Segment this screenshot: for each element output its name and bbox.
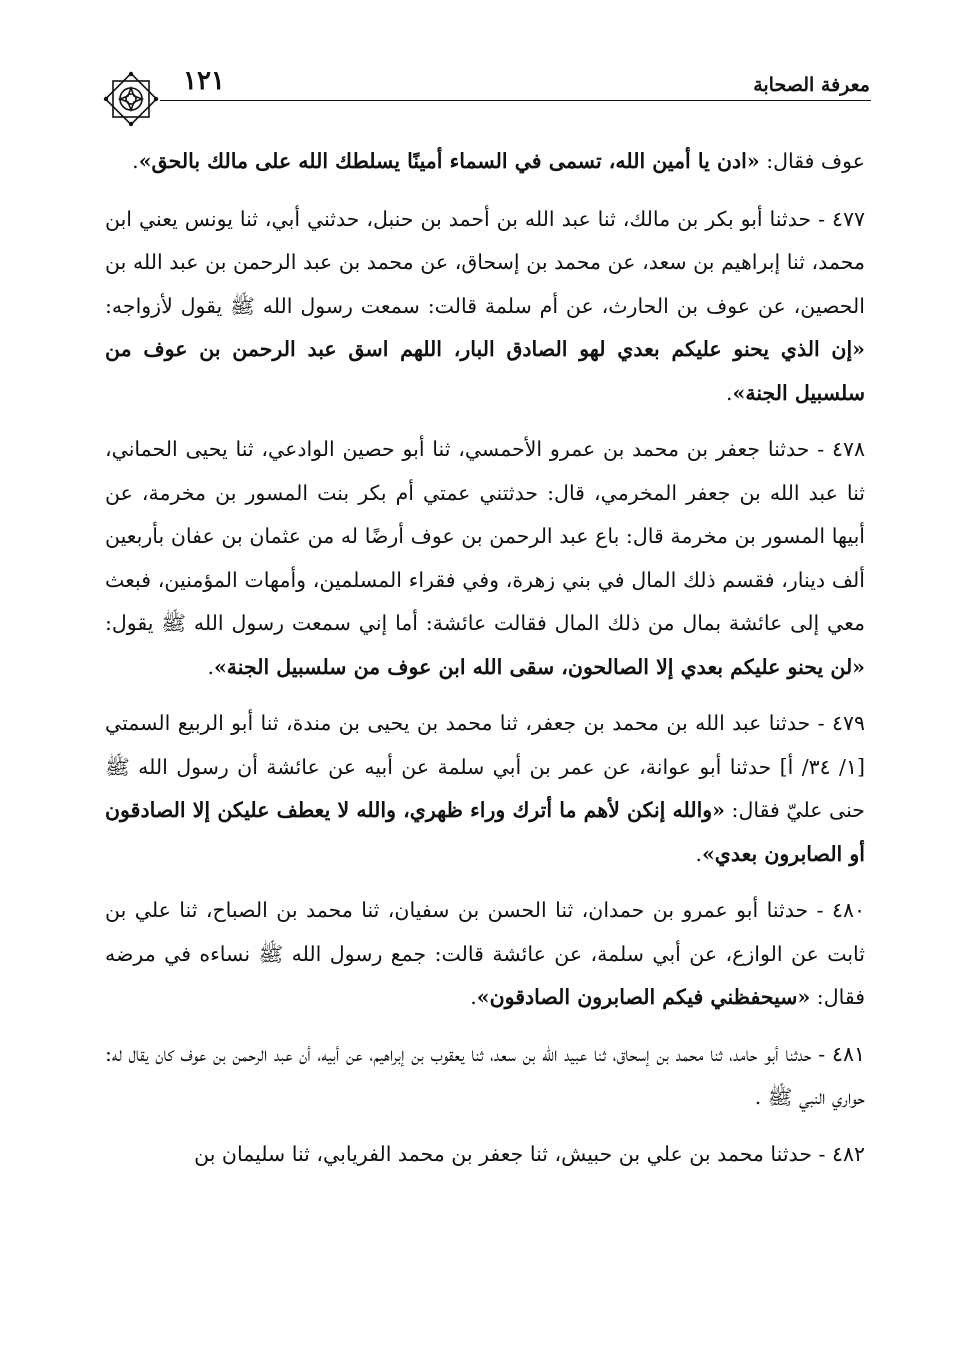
hadith-number: ٤٨١ [831, 1041, 865, 1066]
hadith-480: ٤٨٠ - حدثنا أبو عمرو بن حمدان، ثنا الحسن بن سفيان، ثنا محمد بن الصباح، ثنا علي بن ثابت عن الوازع، عن أبي سلمة، عن عائشة قالت: جمع رسول الله ﷺ نساءه في مرضه فقال: «سيحفظني فيكم الصابرون الصادقون». [105, 898, 865, 1009]
hadith-quote: «والله إنكن لأهم ما أترك وراء ظهري، والله لا يعطف عليكن إلا الصادقون أو الصابرون بعدي» [105, 798, 865, 866]
header-rule [160, 100, 871, 101]
paragraph-continuation: عوف فقال: «ادن يا أمين الله، تسمى في السماء أمينًا يسلطك الله على مالك بالحق». [132, 149, 865, 173]
hadith-number: ٤٨٠ [831, 898, 865, 922]
hadith-number: ٤٧٩ [831, 711, 865, 735]
hadith-478: ٤٧٨ - حدثنا جعفر بن محمد بن عمرو الأحمسي، ثنا أبو حصين الوادعي، ثنا يحيى الحماني، ثنا عبد الله بن جعفر المخرمي، قال: حدثتني عمتي أم بكر بنت المسور بن مخرمة، عن أبيها المسور بن مخرمة قال: باع عبد الرحمن بن عوف أرضًا له من عثمان بن عفان بأربعين ألف دينار، فقسم ذلك المال في بني زهرة، وفي فقراء المسلمين، وأمهات المؤمنين، فبعث معي إلى عائشة بمال من ذلك المال فقالت عائشة: أما إني سمعت رسول الله ﷺ يقول: «لن يحنو عليكم بعدي إلا الصالحون، سقى الله ابن عوف من سلسبيل الجنة». [105, 437, 865, 679]
hadith-number: ٤٨٢ [831, 1141, 865, 1166]
hadith-481: ٤٨١ - حدثنا أبو حامد، ثنا محمد بن إسحاق، ثنا عبيد الله بن سعد، ثنا يعقوب بن إبراهيم، عن أبيه، أن عبد الرحمن بن عوف كان يقال له: حواري النبي ﷺ . [105, 1041, 865, 1109]
hadith-number: ٤٧٧ [831, 206, 865, 231]
hadith-482: ٤٨٢ - حدثنا محمد بن علي بن حبيش، ثنا جعفر بن محمد الفريابي، ثنا سليمان بن [194, 1141, 865, 1166]
hadith-quote: «إن الذي يحنو عليكم بعدي لهو الصادق البار، اللهم اسق عبد الرحمن بن عوف من سلسبيل الجنة» [105, 337, 865, 405]
hadith-number: ٤٧٨ [831, 437, 865, 461]
page-number: ١٢١ [183, 66, 225, 96]
page-body [105, 140, 865, 1189]
hadith-quote: «لن يحنو عليكم بعدي إلا الصالحون، سقى الله ابن عوف من سلسبيل الجنة» [213, 654, 865, 679]
running-title: معرفة الصحابة [753, 74, 870, 96]
page-header [95, 52, 870, 104]
hadith-479: ٤٧٩ - حدثنا عبد الله بن محمد بن جعفر، ثنا محمد بن يحيى بن مندة، ثنا أبو الربيع السمتي [١/ ٣٤/ أ] حدثنا أبو عوانة، عن عمر بن أبي سلمة عن أبيه عن عائشة أن رسول الله ﷺ حنى عليّ فقال: «والله إنكن لأهم ما أترك وراء ظهري، والله لا يعطف عليكن إلا الصادقون أو الصابرون بعدي». [105, 711, 865, 866]
octagram-ornament-icon [100, 68, 162, 130]
hadith-477: ٤٧٧ - حدثنا أبو بكر بن مالك، ثنا عبد الله بن أحمد بن حنبل، حدثني أبي، ثنا يونس يعني ابن محمد، ثنا إبراهيم بن سعد، عن محمد بن إسحاق، عن محمد بن عبد الرحمن بن عبد الله بن الحصين، عن عوف بن الحارث، عن أم سلمة قالت: سمعت رسول الله ﷺ يقول لأزواجه: «إن الذي يحنو عليكم بعدي لهو الصادق البار، اللهم اسق عبد الرحمن بن عوف من سلسبيل الجنة». [105, 206, 865, 405]
hadith-quote: «ادن يا أمين الله، تسمى في السماء أمينًا يسلطك الله على مالك بالحق» [138, 149, 760, 173]
hadith-quote: «سيحفظني فيكم الصابرون الصادقون» [476, 985, 811, 1009]
